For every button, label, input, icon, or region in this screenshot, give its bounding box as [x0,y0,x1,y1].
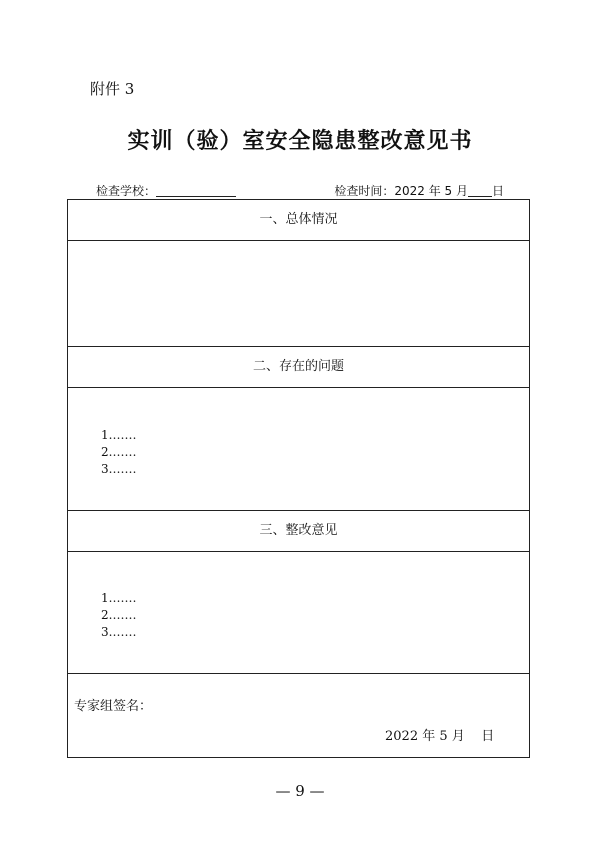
list-item: 1.…… [101,591,137,605]
list-item: 2.…… [101,608,137,622]
problems-list [101,427,136,478]
check-school [96,182,236,199]
list-item: 2.…… [101,445,137,459]
check-school-label: 检查学校： [96,184,157,198]
list-item: 3.…… [101,625,137,639]
check-time-label: 检查时间：2022 年 5 月 [334,184,468,198]
list-item: 3.…… [101,462,137,476]
check-time [334,182,504,199]
page-number: — 9 — [275,782,325,800]
check-time-day-blank [468,184,492,197]
section-overall-heading: 一、总体情况 [68,200,529,241]
attachment-label: 附件 3 [90,80,135,98]
list-item: 1.…… [101,428,137,442]
section-suggestions-heading: 三、整改意见 [68,511,529,552]
signature-label: 专家组签名： [74,699,153,714]
check-time-day: 日 [491,184,504,198]
signature-date: 2022 年 5 月 日 [385,729,495,744]
document-title: 实训（验）室安全隐患整改意见书 [127,128,473,154]
section-problems-heading: 二、存在的问题 [68,347,529,388]
check-school-blank [156,184,236,197]
section-divider [68,673,529,674]
suggestions-list [101,590,136,641]
rectification-form [67,199,530,758]
